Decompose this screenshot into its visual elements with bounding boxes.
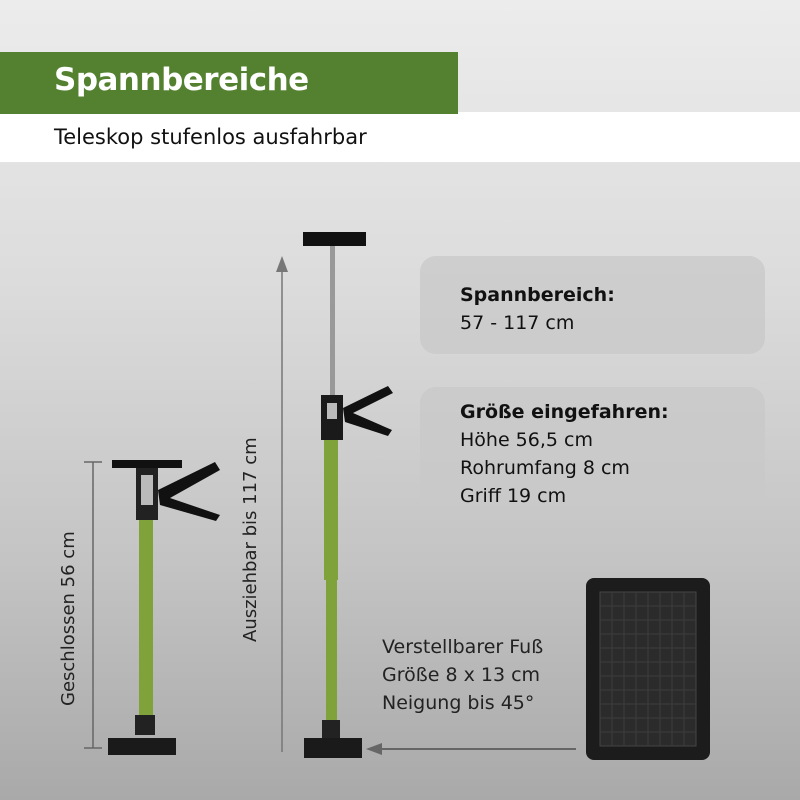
foot-pad-image	[586, 578, 710, 760]
prop-closed-image	[108, 460, 220, 755]
foot-line: Neigung bis 45°	[382, 692, 535, 714]
spec-line: Rohrumfang 8 cm	[460, 457, 630, 479]
prop-extended-image	[303, 232, 393, 758]
spec-line: Höhe 56,5 cm	[460, 429, 593, 451]
foot-line: Verstellbarer Fuß	[382, 636, 544, 658]
spec-heading: Größe eingefahren:	[460, 401, 669, 423]
page-title: Spannbereiche	[54, 62, 309, 98]
closed-height-label: Geschlossen 56 cm	[58, 531, 79, 706]
extended-arrow	[276, 256, 288, 752]
page-subtitle: Teleskop stufenlos ausfahrbar	[54, 125, 367, 149]
extended-height-label: Ausziehbar bis 117 cm	[240, 437, 261, 642]
spec-heading: Spannbereich:	[460, 284, 615, 306]
closed-dimension-line	[84, 462, 102, 748]
spec-line: Griff 19 cm	[460, 485, 567, 507]
spec-line: 57 - 117 cm	[460, 312, 575, 334]
foot-line: Größe 8 x 13 cm	[382, 664, 541, 686]
foot-arrow-icon	[366, 743, 576, 755]
